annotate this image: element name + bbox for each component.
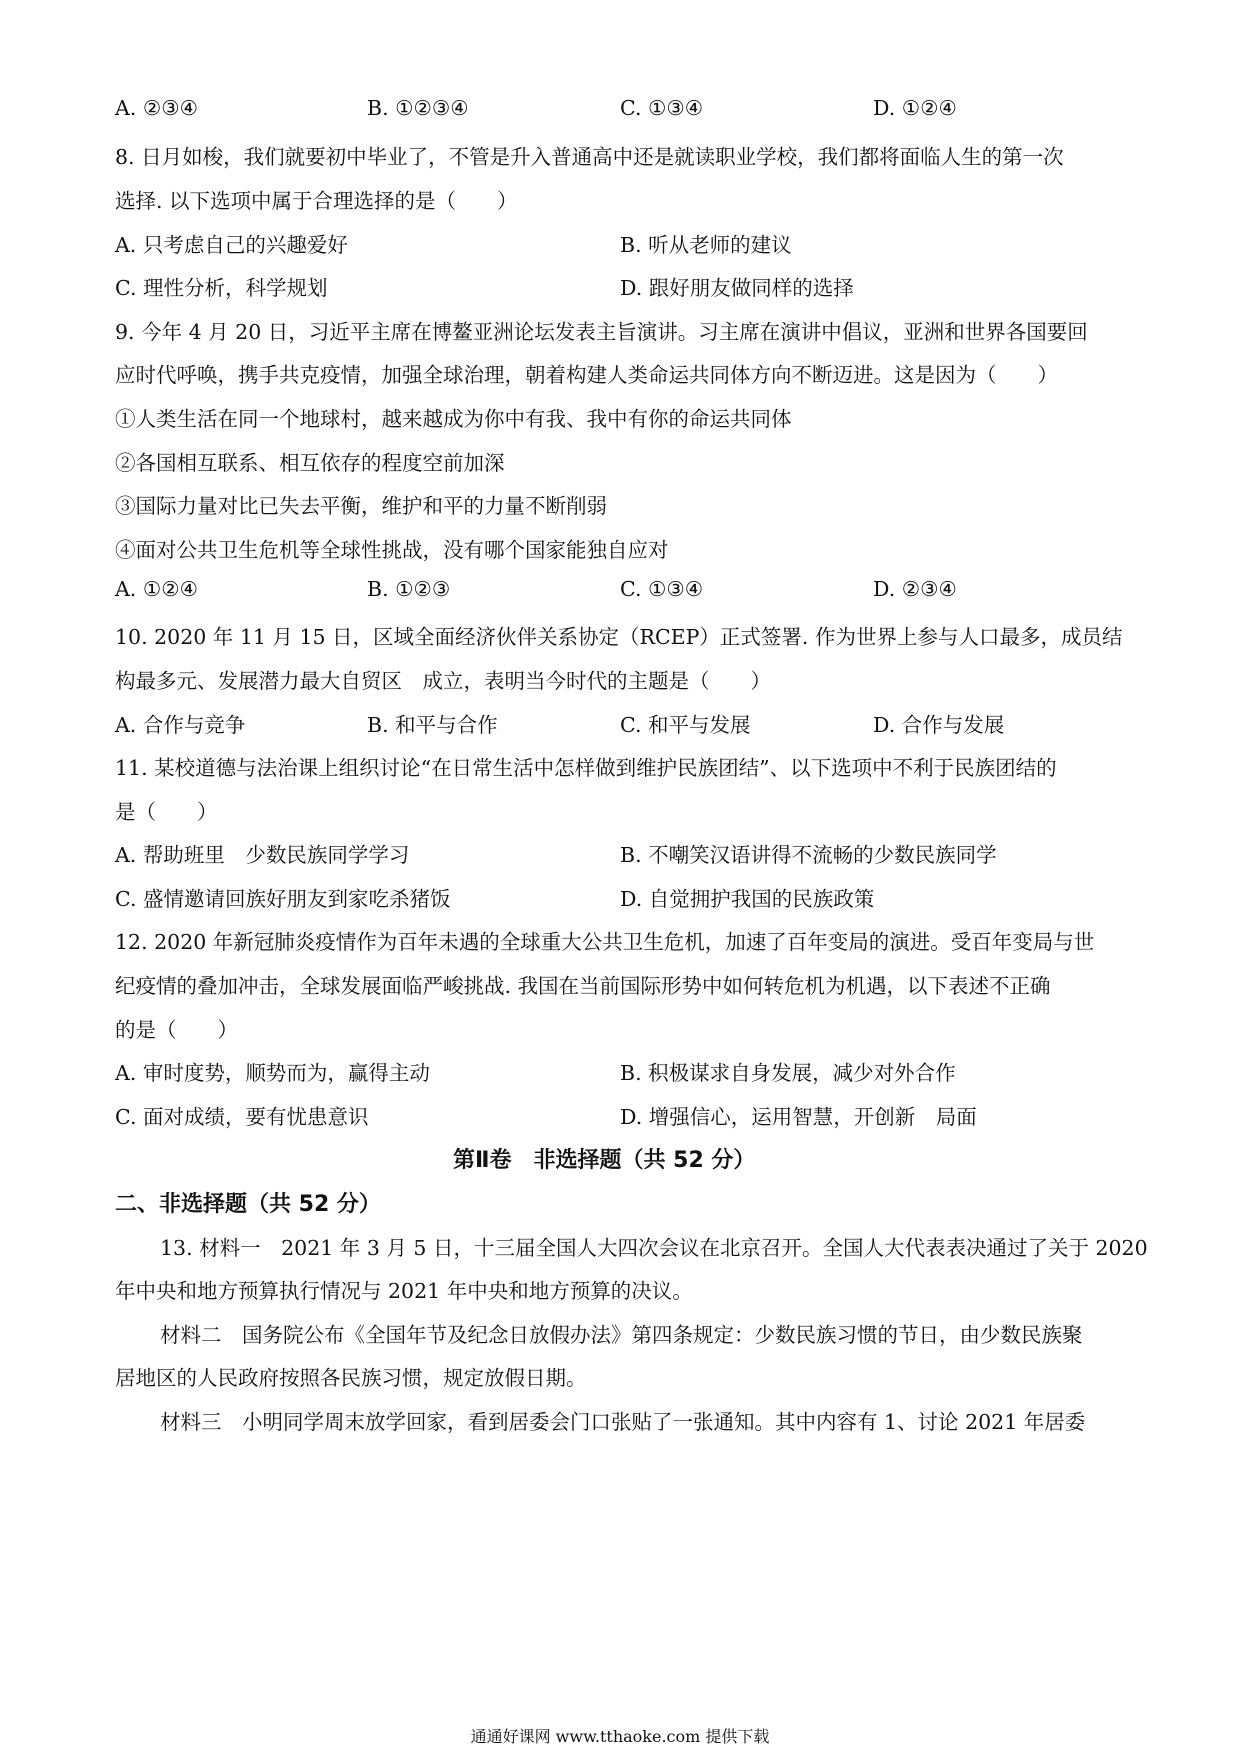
q8-option-c: C. 理性分析，科学规划	[115, 276, 328, 300]
q12-stem-line1: 12. 2020 年新冠肺炎疫情作为百年未遇的全球重大公共卫生危机，加速了百年变局的演进。受百年变局与世	[115, 930, 1095, 954]
q12-option-d: D. 增强信心，运用智慧，开创新 局面	[620, 1105, 977, 1129]
q10-stem-line2: 构最多元、发展潜力最大自贸区 成立，表明当今时代的主题是（ ）	[115, 669, 771, 693]
q9-option-c: C. ①③④	[620, 577, 704, 601]
q8-stem-line2: 选择. 以下选项中属于合理选择的是（ ）	[115, 189, 518, 213]
q13-material2-line1: 材料二 国务院公布《全国年节及纪念日放假办法》第四条规定：少数民族习惯的节日，由少数民族聚	[160, 1323, 1083, 1347]
q7-option-a: A. ②③④	[115, 96, 198, 120]
q11-stem-line1: 11. 某校道德与法治课上组织讨论“在日常生活中怎样做到维护民族团结”、以下选项中不利于民族团结的	[115, 756, 1057, 780]
q8-option-a: A. 只考虑自己的兴趣爱好	[115, 233, 348, 257]
part2-title: 第Ⅱ卷 非选择题（共 52 分）	[453, 1148, 756, 1173]
q10-option-b: B. 和平与合作	[367, 713, 498, 737]
q13-material3-line1: 材料三 小明同学周末放学回家，看到居委会门口张贴了一张通知。其中内容有 1、讨论 2021 年居委	[160, 1410, 1086, 1434]
q10-option-d: D. 合作与发展	[873, 713, 1005, 737]
q9-option-d: D. ②③④	[873, 577, 957, 601]
q8-stem-line1: 8. 日月如梭，我们就要初中毕业了，不管是升入普通高中还是就读职业学校，我们都将面临人生的第一次	[115, 145, 1064, 169]
q12-option-c: C. 面对成绩，要有忧患意识	[115, 1105, 369, 1129]
q7-option-b: B. ①②③④	[367, 96, 469, 120]
q9-item-4: ④面对公共卫生危机等全球性挑战，没有哪个国家能独自应对	[115, 538, 669, 562]
q9-option-a: A. ①②④	[115, 577, 198, 601]
section2-title: 二、非选择题（共 52 分）	[115, 1192, 381, 1217]
q12-option-b: B. 积极谋求自身发展，减少对外合作	[620, 1061, 956, 1085]
q11-option-b: B. 不嘲笑汉语讲得不流畅的少数民族同学	[620, 843, 997, 867]
q12-stem-line2: 纪疫情的叠加冲击，全球发展面临严峻挑战. 我国在当前国际形势中如何转危机为机遇，以下表述不正确	[115, 974, 1051, 998]
q11-option-c: C. 盛情邀请回族好朋友到家吃杀猪饭	[115, 887, 451, 911]
q9-stem-line2: 应时代呼唤，携手共克疫情，加强全球治理，朝着构建人类命运共同体方向不断迈进。这是因为（ ）	[115, 363, 1058, 387]
q7-option-c: C. ①③④	[620, 96, 704, 120]
q9-item-1: ①人类生活在同一个地球村，越来越成为你中有我、我中有你的命运共同体	[115, 407, 792, 431]
q13-material1-line1: 13. 材料一 2021 年 3 月 5 日，十三届全国人大四次会议在北京召开。全国人大代表表决通过了关于 2020	[160, 1236, 1148, 1260]
q10-option-c: C. 和平与发展	[620, 713, 751, 737]
q11-stem-line2: 是（ ）	[115, 800, 218, 824]
q12-stem-line3: 的是（ ）	[115, 1018, 238, 1042]
q10-option-a: A. 合作与竞争	[115, 713, 246, 737]
page-footer: 通通好课网 www.tthaoke.com 提供下载	[470, 1727, 770, 1746]
q9-item-3: ③国际力量对比已失去平衡，维护和平的力量不断削弱	[115, 494, 607, 518]
q13-material2-line2: 居地区的人民政府按照各民族习惯，规定放假日期。	[115, 1366, 587, 1390]
q8-option-b: B. 听从老师的建议	[620, 233, 792, 257]
q9-item-2: ②各国相互联系、相互依存的程度空前加深	[115, 451, 505, 475]
q11-option-d: D. 自觉拥护我国的民族政策	[620, 887, 875, 911]
q10-stem-line1: 10. 2020 年 11 月 15 日，区域全面经济伙伴关系协定（RCEP）正式签署. 作为世界上参与人口最多，成员结	[115, 625, 1123, 649]
q8-option-d: D. 跟好朋友做同样的选择	[620, 276, 854, 300]
q9-stem-line1: 9. 今年 4 月 20 日，习近平主席在博鳌亚洲论坛发表主旨演讲。习主席在演讲中倡议，亚洲和世界各国要回	[115, 320, 1088, 344]
q12-option-a: A. 审时度势，顺势而为，赢得主动	[115, 1061, 430, 1085]
q7-option-d: D. ①②④	[873, 96, 957, 120]
q9-option-b: B. ①②③	[367, 577, 451, 601]
q13-material1-line2: 年中央和地方预算执行情况与 2021 年中央和地方预算的决议。	[115, 1279, 693, 1303]
q11-option-a: A. 帮助班里 少数民族同学学习	[115, 843, 410, 867]
